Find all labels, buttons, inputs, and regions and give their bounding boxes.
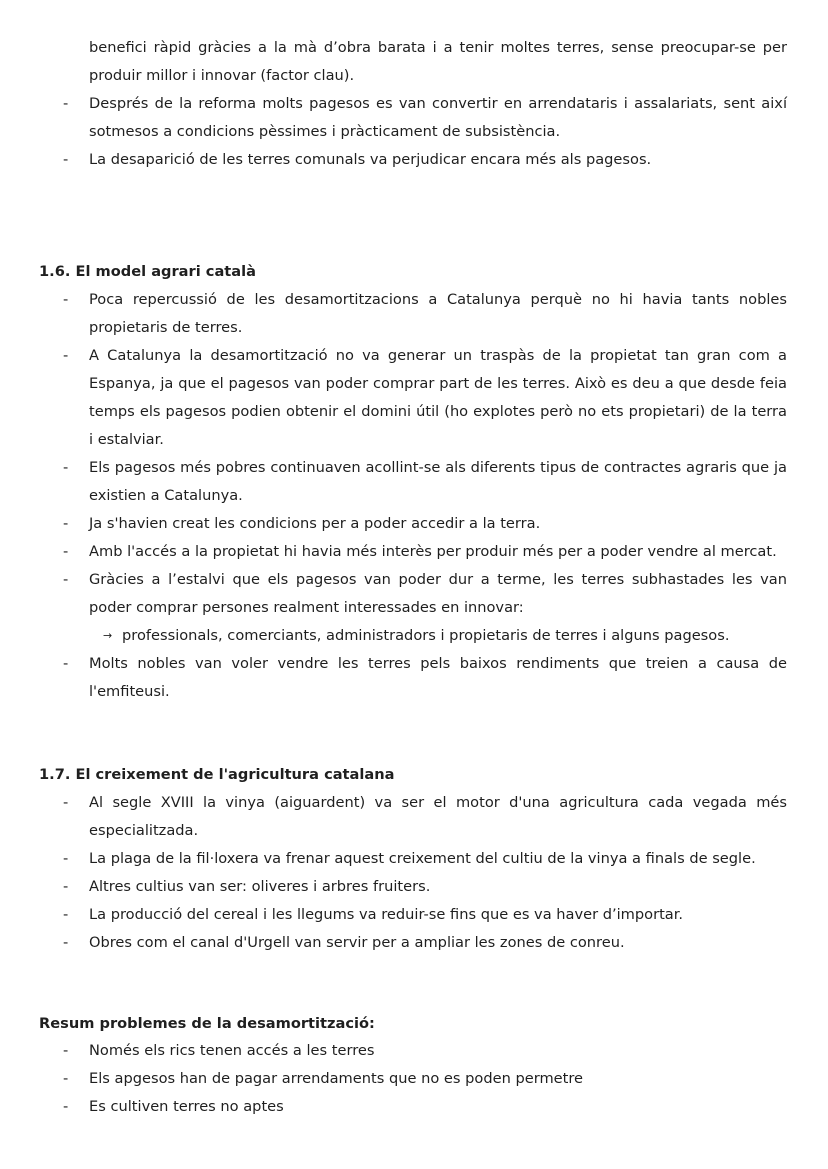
bullet: - [63,459,69,476]
arrow-icon: → [103,629,113,642]
bullet: - [63,1070,69,1087]
bullet: - [63,515,69,532]
list-item: - Obres com el canal d'Urgell van servir per a ampliar les zones de conreu. [0,929,828,957]
list-item: - La producció del cereal i les llegums va reduir-se fins que es va haver d’importar. [0,901,828,929]
list-item: - Els apgesos han de pagar arrendaments que no es poden permetre [0,1065,828,1093]
list-item: - Després de la reforma molts pagesos es van convertir en arrendataris i assalariats, sent així sotmesos a condicions pèssimes i pràcticament de subsistència. [0,90,828,146]
bullet: - [63,151,69,168]
list-item: - Al segle XVIII la vinya (aiguardent) va ser el motor d'una agricultura cada vegada més especialitzada. [0,789,828,845]
bullet: - [63,906,69,923]
summary-heading: Resum problemes de la desamortització: [39,1015,375,1032]
bullet: - [63,1042,69,1059]
section-1-7-list [0,789,828,957]
list-item: - Amb l'accés a la propietat hi havia més interès per produir més per a poder vendre al mercat. [0,538,828,566]
list-item: - Ja s'havien creat les condicions per a poder accedir a la terra. [0,510,828,538]
section-heading: 1.7. El creixement de l'agricultura catalana [39,766,395,783]
bullet: - [63,1098,69,1115]
list-item: - Es cultiven terres no aptes [0,1093,828,1121]
bullet: - [63,794,69,811]
list-item: - Els pagesos més pobres continuaven acollint-se als diferents tipus de contractes agraris que ja existien a Catalunya. [0,454,828,510]
bullet: - [63,291,69,308]
section-heading: 1.6. El model agrari català [39,263,256,280]
list-item: - Molts nobles van voler vendre les terres pels baixos rendiments que treien a causa de l'emfiteusi. [0,650,828,706]
list-item: - A Catalunya la desamortització no va generar un traspàs de la propietat tan gran com a Espanya, ja que el pagesos van poder comprar part de les terres. Això es deu a que desde feia temps els pagesos podien obtenir el domini útil (ho explotes però no ets propietari) de la terra i estalviar. [0,342,828,454]
bullet: - [63,934,69,951]
bullet: - [63,878,69,895]
list-item: - Altres cultius van ser: oliveres i arbres fruiters. [0,873,828,901]
list-item: - Gràcies a l’estalvi que els pagesos van poder dur a terme, les terres subhastades les van poder comprar persones realment interessades en innovar: [0,566,828,622]
list-item: - Només els rics tenen accés a les terres [0,1037,828,1065]
sub-list-item: → professionals, comerciants, administradors i propietaris de terres i alguns pagesos. [0,622,828,650]
bullet: - [63,655,69,672]
list-item: benefici ràpid gràcies a la mà d’obra barata i a tenir moltes terres, sense preocupar-se per produir millor i innovar (factor clau). [89,39,787,84]
list-item: - La plaga de la fil·loxera va frenar aquest creixement del cultiu de la vinya a finals de segle. [0,845,828,873]
intro-list [0,34,828,174]
bullet: - [63,850,69,867]
summary-list [0,1037,828,1121]
bullet: - [63,571,69,588]
bullet: - [63,347,69,364]
bullet: - [63,95,69,112]
list-item: - Poca repercussió de les desamortitzacions a Catalunya perquè no hi havia tants nobles propietaris de terres. [0,286,828,342]
list-item: - La desaparició de les terres comunals va perjudicar encara més als pagesos. [0,146,828,174]
section-1-6-list [0,286,828,706]
bullet: - [63,543,69,560]
